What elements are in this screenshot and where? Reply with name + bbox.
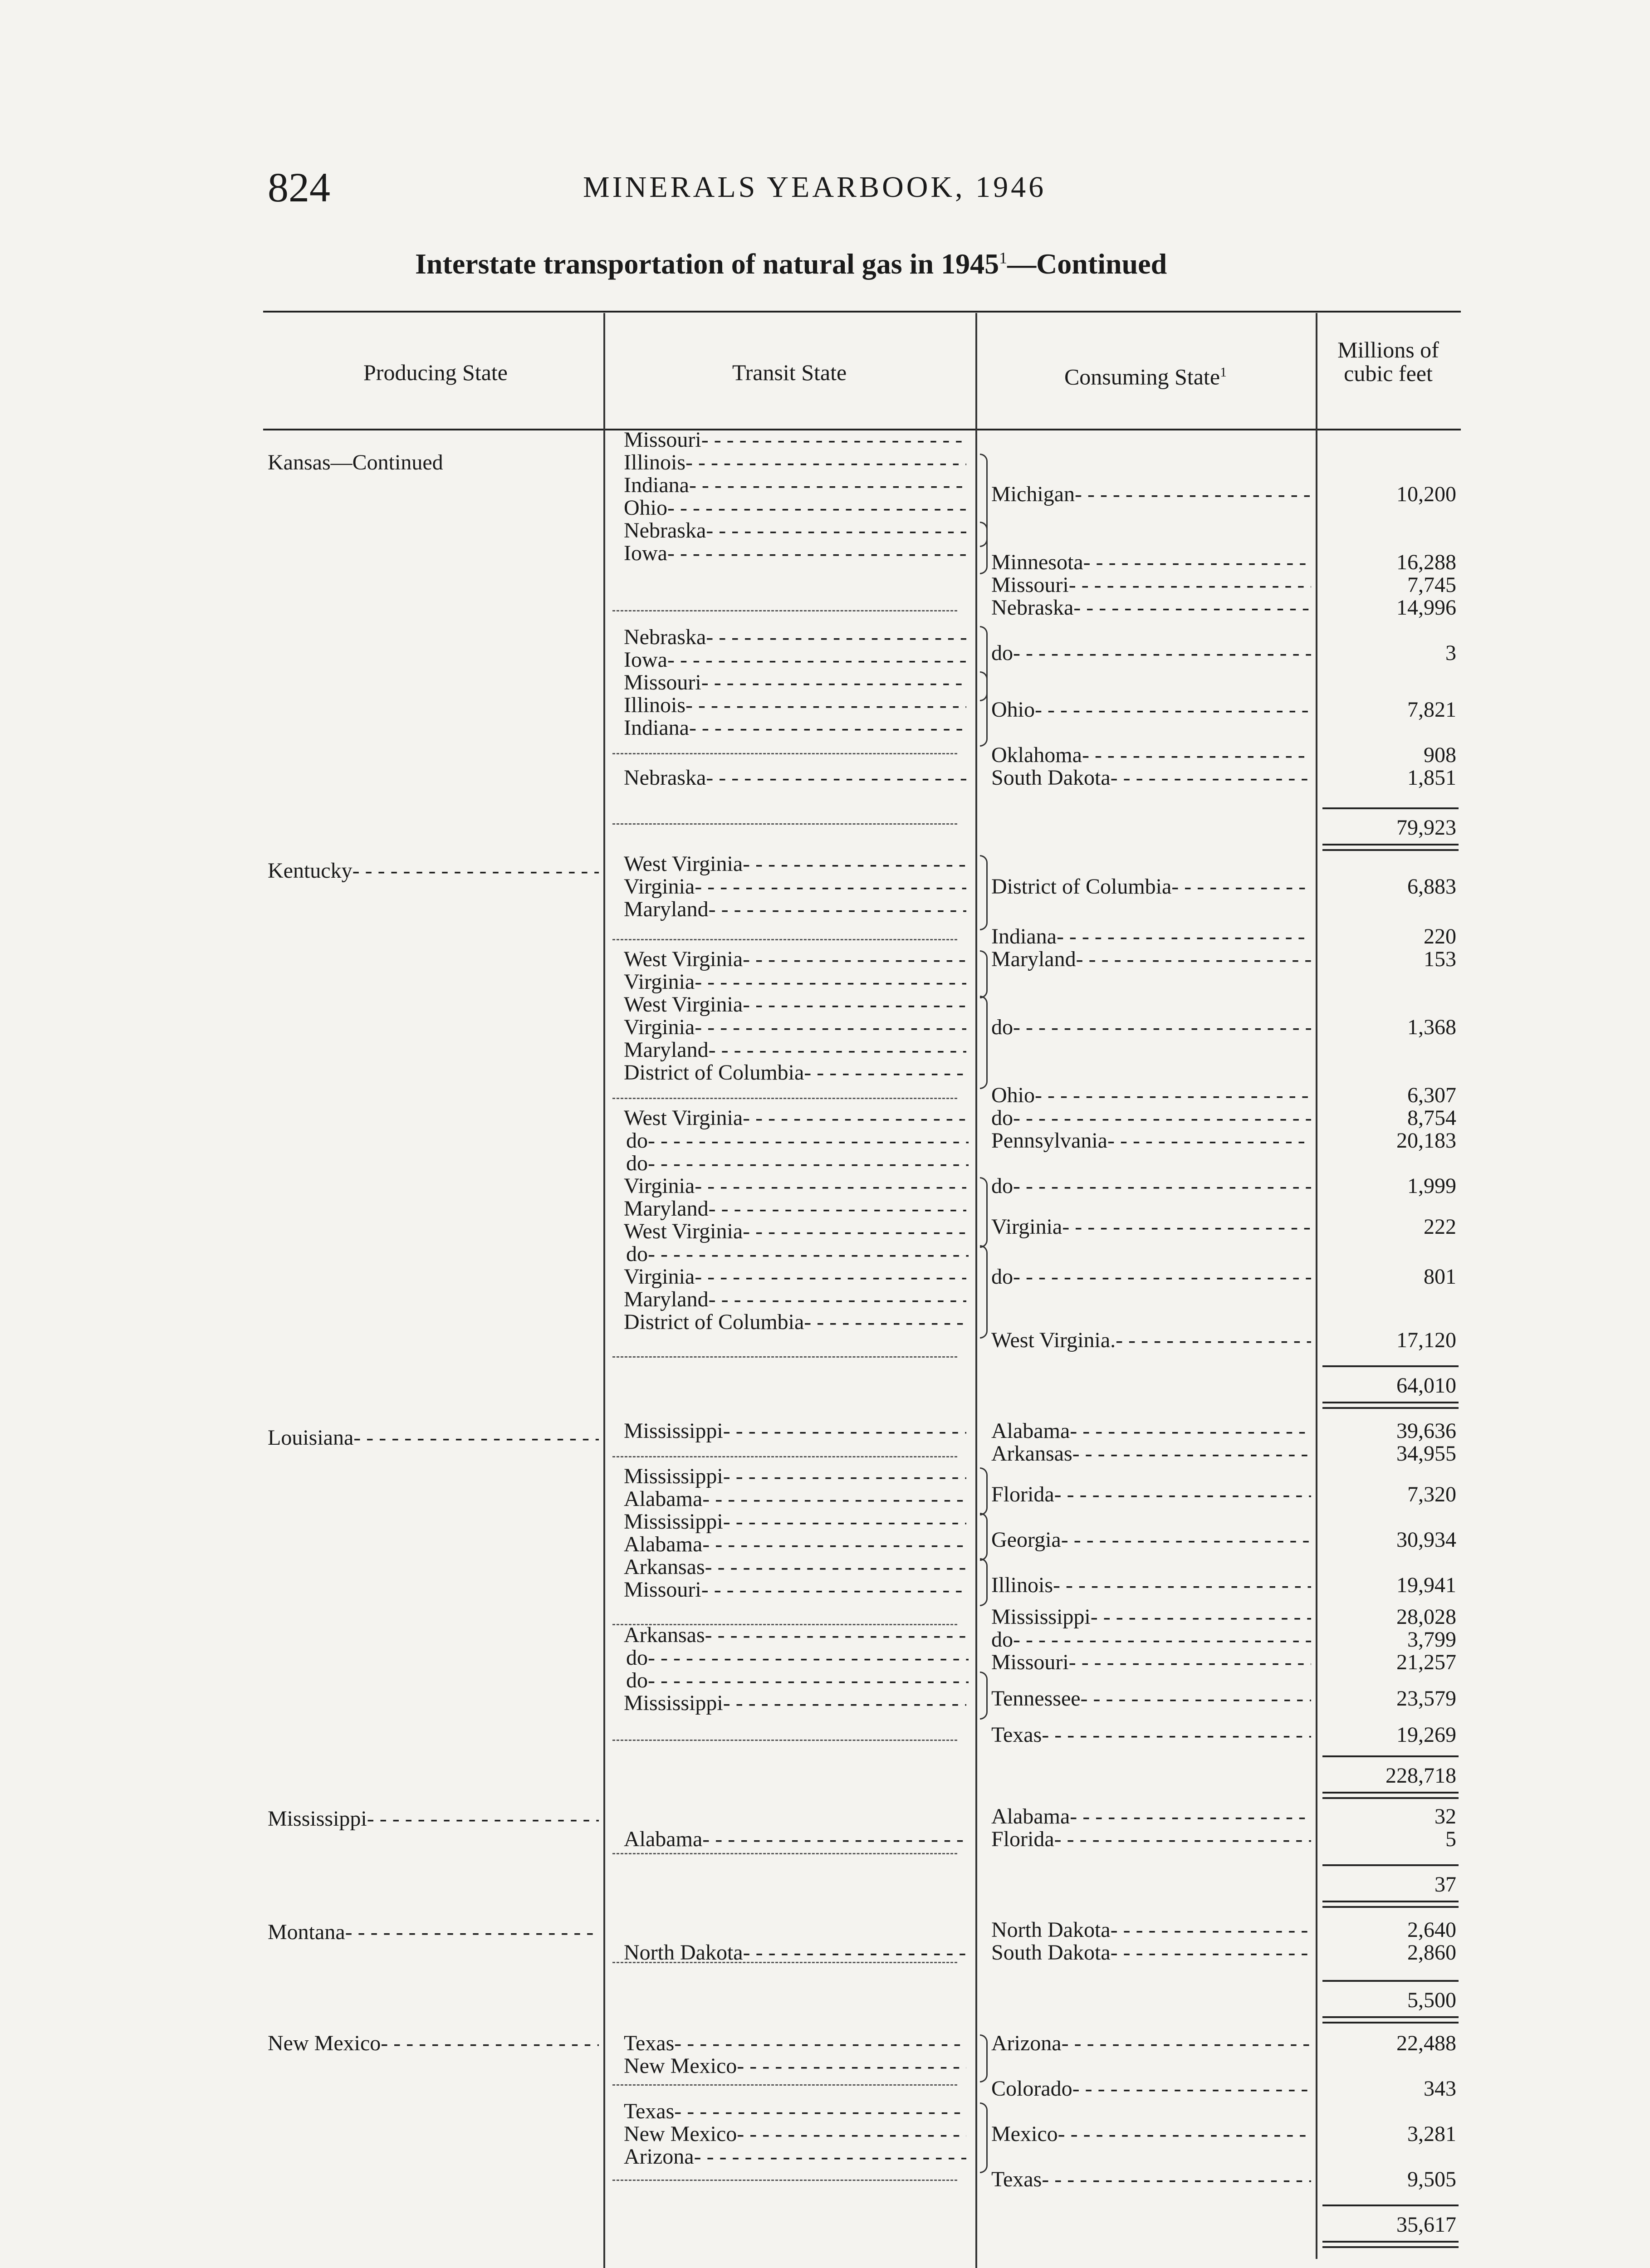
- transit-cell: [624, 542, 966, 565]
- consuming-cell-text: Maryland: [991, 948, 1076, 971]
- consuming-cell: [991, 1107, 1311, 1129]
- consuming-cell-text: West Virginia.: [991, 1329, 1116, 1352]
- consuming-cell-text: Alabama: [991, 1420, 1070, 1442]
- transit-cell: [624, 429, 966, 451]
- group-brace: [980, 950, 988, 998]
- consuming-cell: [991, 2077, 1311, 2100]
- volume-cell: 39,636: [1396, 1419, 1456, 1443]
- consuming-cell: [991, 2168, 1311, 2191]
- transit-cell: [624, 993, 966, 1016]
- transit-cell: [624, 451, 966, 474]
- consuming-cell-text: Oklahoma: [991, 744, 1082, 767]
- transit-cell: [624, 1420, 966, 1442]
- volume-cell: 23,579: [1396, 1686, 1456, 1711]
- transit-cell: [624, 694, 966, 717]
- transit-cell: [626, 1152, 969, 1175]
- transit-cell: [624, 2146, 966, 2168]
- volume-cell: 908: [1424, 743, 1456, 767]
- transit-cell-text: Illinois: [624, 451, 686, 474]
- consuming-cell: [991, 551, 1311, 574]
- volume-cell: 220: [1424, 924, 1456, 948]
- volume-cell: 22,488: [1396, 2031, 1456, 2055]
- consuming-cell-text: Missouri: [991, 574, 1069, 596]
- transit-cell-text: Alabama: [624, 1828, 703, 1851]
- consuming-cell-text: Texas: [991, 2168, 1042, 2191]
- consuming-cell: [991, 1828, 1311, 1851]
- column-divider-1: [603, 313, 605, 2268]
- producing-mississippi: [268, 1808, 599, 1830]
- transit-cell-text: Arkansas: [624, 1624, 705, 1647]
- running-head: MINERALS YEARBOOK, 1946: [583, 171, 1047, 204]
- volume-cell: 28,028: [1396, 1605, 1456, 1629]
- transit-cell: [624, 1828, 966, 1851]
- transit-cell-text: Mississippi: [624, 1692, 723, 1715]
- volume-cell: 20,183: [1396, 1129, 1456, 1153]
- consuming-cell: [991, 1687, 1311, 1710]
- transit-cell: [624, 853, 966, 875]
- transit-cell-text: Virginia: [624, 971, 695, 993]
- group-brace: [980, 1558, 988, 1606]
- group-brace: [980, 855, 988, 930]
- row-separator: [612, 1456, 957, 1457]
- volume-cell: 1,368: [1407, 1015, 1456, 1039]
- consuming-cell-text: Nebraska: [991, 596, 1074, 619]
- consuming-cell-text: Ohio: [991, 699, 1035, 721]
- transit-cell-text: do: [626, 1647, 648, 1669]
- table-title-text: Interstate transportation of natural gas in 1945: [415, 248, 999, 280]
- transit-cell: [624, 1311, 966, 1334]
- transit-cell: [624, 1198, 966, 1220]
- consuming-cell-text: Florida: [991, 1828, 1054, 1851]
- producing-new-mexico: [268, 2032, 599, 2055]
- group-brace: [980, 1513, 988, 1561]
- consuming-cell-text: do: [991, 1107, 1013, 1129]
- subtotal-value: 228,718: [1386, 1764, 1456, 1788]
- transit-cell: [624, 1556, 966, 1579]
- transit-cell-text: Iowa: [624, 542, 667, 565]
- transit-cell-text: Mississippi: [624, 1420, 723, 1442]
- transit-cell-text: Nebraska: [624, 767, 706, 789]
- volume-cell: 9,505: [1407, 2167, 1456, 2191]
- consuming-cell: [991, 1266, 1311, 1288]
- transit-cell-text: do: [626, 1152, 648, 1175]
- volume-cell: 153: [1424, 947, 1456, 971]
- transit-cell: [624, 1692, 966, 1715]
- consuming-cell: [991, 875, 1311, 898]
- volume-cell: 6,883: [1407, 875, 1456, 899]
- header-transit-state: Transit State: [732, 360, 847, 385]
- volume-cell: 7,320: [1407, 1482, 1456, 1506]
- consuming-cell-text: Ohio: [991, 1084, 1035, 1107]
- transit-cell-text: Missouri: [624, 1579, 701, 1601]
- producing-louisiana: [268, 1427, 599, 1449]
- row-separator: [612, 1098, 957, 1099]
- subtotal-rule: [1322, 1365, 1459, 1367]
- consuming-cell: [991, 483, 1311, 506]
- transit-cell: [624, 1175, 966, 1198]
- row-separator: [612, 1962, 957, 1963]
- consuming-cell: [991, 925, 1311, 948]
- transit-cell: [624, 2032, 966, 2055]
- consuming-cell: [991, 2123, 1311, 2146]
- consuming-cell: [991, 1483, 1311, 1506]
- subtotal-value: 35,617: [1396, 2213, 1456, 2237]
- transit-cell: [624, 474, 966, 497]
- total-double-rule: [1322, 1402, 1459, 1409]
- consuming-cell: [991, 1216, 1311, 1238]
- consuming-cell: [991, 1420, 1311, 1442]
- transit-cell-text: West Virginia: [624, 993, 743, 1016]
- subtotal-value: 64,010: [1396, 1374, 1456, 1398]
- total-double-rule: [1322, 2016, 1459, 2024]
- transit-cell: [624, 1579, 966, 1601]
- consuming-cell: [991, 1919, 1311, 1941]
- transit-cell-text: Mississippi: [624, 1510, 723, 1533]
- group-brace: [980, 1467, 988, 1515]
- consuming-cell-text: Florida: [991, 1483, 1054, 1506]
- total-double-rule: [1322, 1792, 1459, 1799]
- transit-cell: [624, 1107, 966, 1129]
- volume-cell: 32: [1435, 1804, 1456, 1828]
- transit-cell-text: Mississippi: [624, 1465, 723, 1488]
- transit-cell-text: New Mexico: [624, 2123, 737, 2146]
- consuming-cell: [991, 1084, 1311, 1107]
- producing-mississippi-label: Mississippi: [268, 1808, 367, 1830]
- subtotal-rule: [1322, 1864, 1459, 1866]
- transit-cell: [624, 2100, 966, 2123]
- transit-cell-text: Maryland: [624, 1039, 709, 1061]
- transit-cell-text: Illinois: [624, 694, 686, 717]
- consuming-cell: [991, 1329, 1311, 1352]
- volume-cell: 16,288: [1396, 550, 1456, 574]
- transit-cell-text: Virginia: [624, 1266, 695, 1288]
- transit-cell: [624, 2123, 966, 2146]
- transit-cell: [624, 497, 966, 519]
- transit-cell-text: Alabama: [624, 1488, 703, 1510]
- transit-cell-text: Virginia: [624, 875, 695, 898]
- consuming-cell-text: North Dakota: [991, 1919, 1111, 1941]
- transit-cell-text: New Mexico: [624, 2055, 737, 2077]
- header-volume: Millions of cubic feet: [1337, 337, 1439, 386]
- transit-cell-text: Indiana: [624, 717, 689, 739]
- consuming-cell: [991, 1941, 1311, 1964]
- transit-cell: [626, 1243, 969, 1266]
- transit-cell: [624, 1465, 966, 1488]
- transit-cell-text: Ohio: [624, 497, 667, 519]
- transit-cell-text: West Virginia: [624, 1107, 743, 1129]
- producing-kentucky-label: Kentucky: [268, 860, 353, 882]
- transit-cell-text: North Dakota: [624, 1941, 743, 1964]
- group-brace: [980, 996, 988, 1089]
- consuming-cell: [991, 699, 1311, 721]
- transit-cell: [624, 1039, 966, 1061]
- consuming-cell: [991, 1016, 1311, 1039]
- consuming-cell: [991, 744, 1311, 767]
- transit-cell: [624, 971, 966, 993]
- consuming-cell: [991, 1175, 1311, 1198]
- subtotal-rule: [1322, 1755, 1459, 1757]
- transit-cell-text: Indiana: [624, 474, 689, 497]
- consuming-cell-text: Georgia: [991, 1529, 1061, 1551]
- row-separator: [612, 1356, 957, 1358]
- producing-new-mexico-label: New Mexico: [268, 2032, 381, 2055]
- consuming-header-text: Consuming State: [1064, 364, 1220, 390]
- group-brace: [980, 2034, 988, 2082]
- volume-cell: 222: [1424, 1215, 1456, 1239]
- consuming-cell-text: do: [991, 642, 1013, 665]
- transit-cell-text: West Virginia: [624, 1220, 743, 1243]
- column-divider-2: [975, 313, 977, 2268]
- consuming-cell-text: Mexico: [991, 2123, 1058, 2146]
- subtotal-rule: [1322, 2204, 1459, 2206]
- volume-cell: 8,754: [1407, 1106, 1456, 1130]
- consuming-cell: [991, 1606, 1311, 1628]
- transit-cell-text: District of Columbia: [624, 1061, 804, 1084]
- consuming-cell-text: South Dakota: [991, 1941, 1111, 1964]
- transit-cell-text: West Virginia: [624, 948, 743, 971]
- producing-louisiana-label: Louisiana: [268, 1427, 354, 1449]
- transit-cell: [624, 1266, 966, 1288]
- volume-cell: 801: [1424, 1265, 1456, 1289]
- transit-cell-text: West Virginia: [624, 853, 743, 875]
- transit-cell-text: Maryland: [624, 898, 709, 921]
- consuming-cell: [991, 2032, 1311, 2055]
- row-separator: [612, 1853, 957, 1854]
- transit-cell: [624, 519, 966, 542]
- consuming-cell-text: Mississippi: [991, 1606, 1091, 1628]
- volume-cell: 1,851: [1407, 766, 1456, 790]
- volume-cell: 14,996: [1396, 596, 1456, 620]
- volume-cell: 3: [1445, 641, 1456, 665]
- row-separator: [612, 939, 957, 940]
- consuming-cell-text: do: [991, 1016, 1013, 1039]
- consuming-cell-text: Michigan: [991, 483, 1075, 506]
- volume-cell: 2,640: [1407, 1918, 1456, 1942]
- transit-cell-text: Texas: [624, 2100, 675, 2123]
- transit-cell: [624, 1488, 966, 1510]
- consuming-cell-text: Texas: [991, 1724, 1042, 1746]
- consuming-cell-text: South Dakota: [991, 767, 1111, 789]
- volume-cell: 7,745: [1407, 573, 1456, 597]
- transit-cell-text: do: [626, 1243, 648, 1266]
- transit-cell: [624, 1941, 966, 1964]
- volume-cell: 19,941: [1396, 1573, 1456, 1597]
- volume-cell: 19,269: [1396, 1723, 1456, 1747]
- row-separator: [612, 2180, 957, 2181]
- volume-cell: 21,257: [1396, 1650, 1456, 1674]
- transit-cell-text: Arizona: [624, 2146, 694, 2168]
- transit-cell-text: Iowa: [624, 649, 667, 671]
- consuming-cell: [991, 1805, 1311, 1828]
- volume-cell: 10,200: [1396, 482, 1456, 506]
- transit-cell: [624, 1016, 966, 1039]
- transit-cell-text: do: [626, 1669, 648, 1692]
- row-separator: [612, 1740, 957, 1741]
- row-separator: [612, 610, 957, 611]
- transit-cell-text: Virginia: [624, 1175, 695, 1198]
- consuming-cell: [991, 767, 1311, 789]
- transit-cell-text: Missouri: [624, 671, 701, 694]
- subtotal-value: 5,500: [1407, 1988, 1456, 2012]
- group-brace: [980, 671, 988, 747]
- consuming-cell: [991, 1651, 1311, 1674]
- volume-cell: 343: [1424, 2077, 1456, 2101]
- volume-cell: 5: [1445, 1827, 1456, 1851]
- transit-cell: [626, 1129, 969, 1152]
- volume-cell: 34,955: [1396, 1442, 1456, 1466]
- consuming-cell-text: do: [991, 1266, 1013, 1288]
- group-brace: [980, 2102, 988, 2173]
- transit-cell: [624, 1624, 966, 1647]
- transit-cell: [624, 1220, 966, 1243]
- transit-cell: [624, 1288, 966, 1311]
- transit-cell: [626, 1647, 969, 1669]
- transit-cell: [624, 2055, 966, 2077]
- row-separator: [612, 2084, 957, 2086]
- transit-cell-text: Virginia: [624, 1016, 695, 1039]
- transit-cell-text: Maryland: [624, 1198, 709, 1220]
- subtotal-value: 79,923: [1396, 816, 1456, 840]
- row-separator: [612, 823, 957, 825]
- consuming-cell-text: Alabama: [991, 1805, 1070, 1828]
- group-brace: [980, 1177, 988, 1248]
- total-double-rule: [1322, 1901, 1459, 1908]
- volume-cell: 3,281: [1407, 2122, 1456, 2146]
- consuming-header-note: 1: [1220, 365, 1227, 380]
- subtotal-rule: [1322, 807, 1459, 809]
- consuming-cell-text: Arkansas: [991, 1442, 1072, 1465]
- consuming-cell-text: Colorado: [991, 2077, 1072, 2100]
- transit-cell-text: Alabama: [624, 1533, 703, 1556]
- transit-cell: [626, 1669, 969, 1692]
- volume-cell: 30,934: [1396, 1528, 1456, 1552]
- table-title: [415, 247, 1167, 281]
- producing-kentucky: [268, 860, 599, 882]
- consuming-cell-text: Illinois: [991, 1574, 1053, 1597]
- transit-cell-text: Texas: [624, 2032, 675, 2055]
- producing-kansas: Kansas—Continued: [268, 450, 443, 474]
- transit-cell: [624, 1510, 966, 1533]
- volume-cell: 2,860: [1407, 1941, 1456, 1965]
- transit-cell: [624, 898, 966, 921]
- volume-cell: 7,821: [1407, 698, 1456, 722]
- transit-cell-text: Nebraska: [624, 519, 706, 542]
- transit-cell-text: Arkansas: [624, 1556, 705, 1579]
- consuming-cell-text: Minnesota: [991, 551, 1083, 574]
- consuming-cell-text: Virginia: [991, 1216, 1062, 1238]
- transit-cell: [624, 767, 966, 789]
- transit-cell: [624, 948, 966, 971]
- transit-cell-text: Nebraska: [624, 626, 706, 649]
- transit-cell: [624, 1533, 966, 1556]
- consuming-cell-text: do: [991, 1628, 1013, 1651]
- group-brace: [980, 1245, 988, 1339]
- table-title-note: 1: [999, 249, 1008, 267]
- producing-montana: [268, 1921, 599, 1944]
- consuming-cell: [991, 574, 1311, 596]
- page-number: 824: [268, 164, 330, 210]
- table-title-suffix: —Continued: [1007, 248, 1167, 280]
- transit-cell: [624, 649, 966, 671]
- row-separator: [612, 753, 957, 754]
- consuming-cell: [991, 1129, 1311, 1152]
- consuming-cell: [991, 642, 1311, 665]
- header-top-rule: [263, 311, 1461, 313]
- consuming-cell-text: District of Columbia: [991, 875, 1172, 898]
- total-double-rule: [1322, 2241, 1459, 2248]
- group-brace: [980, 522, 988, 574]
- transit-cell: [624, 875, 966, 898]
- transit-cell: [624, 717, 966, 739]
- consuming-cell: [991, 1724, 1311, 1746]
- transit-cell-text: District of Columbia: [624, 1311, 804, 1334]
- volume-cell: 3,799: [1407, 1628, 1456, 1652]
- row-separator: [612, 1624, 957, 1625]
- consuming-cell: [991, 1574, 1311, 1597]
- transit-cell: [624, 626, 966, 649]
- transit-cell: [624, 671, 966, 694]
- consuming-cell: [991, 1628, 1311, 1651]
- subtotal-rule: [1322, 1980, 1459, 1982]
- transit-cell-text: do: [626, 1129, 648, 1152]
- consuming-cell-text: Tennessee: [991, 1687, 1081, 1710]
- transit-cell-text: Missouri: [624, 429, 701, 451]
- consuming-cell: [991, 1442, 1311, 1465]
- consuming-cell: [991, 1529, 1311, 1551]
- volume-cell: 17,120: [1396, 1328, 1456, 1352]
- producing-montana-label: Montana: [268, 1921, 345, 1944]
- transit-cell-text: Maryland: [624, 1288, 709, 1311]
- group-brace: [980, 1672, 988, 1720]
- volume-cell: 6,307: [1407, 1083, 1456, 1107]
- consuming-cell: [991, 596, 1311, 619]
- consuming-cell-text: Arizona: [991, 2032, 1062, 2055]
- consuming-cell: [991, 948, 1311, 971]
- transit-cell: [624, 1061, 966, 1084]
- volume-cell: 1,999: [1407, 1174, 1456, 1198]
- subtotal-value: 37: [1435, 1872, 1456, 1897]
- header-producing-state: Producing State: [363, 360, 508, 385]
- consuming-cell-text: Pennsylvania: [991, 1129, 1107, 1152]
- consuming-cell-text: do: [991, 1175, 1013, 1198]
- total-double-rule: [1322, 844, 1459, 851]
- consuming-cell-text: Missouri: [991, 1651, 1069, 1674]
- header-consuming-state: [980, 361, 1311, 389]
- consuming-cell-text: Indiana: [991, 925, 1057, 948]
